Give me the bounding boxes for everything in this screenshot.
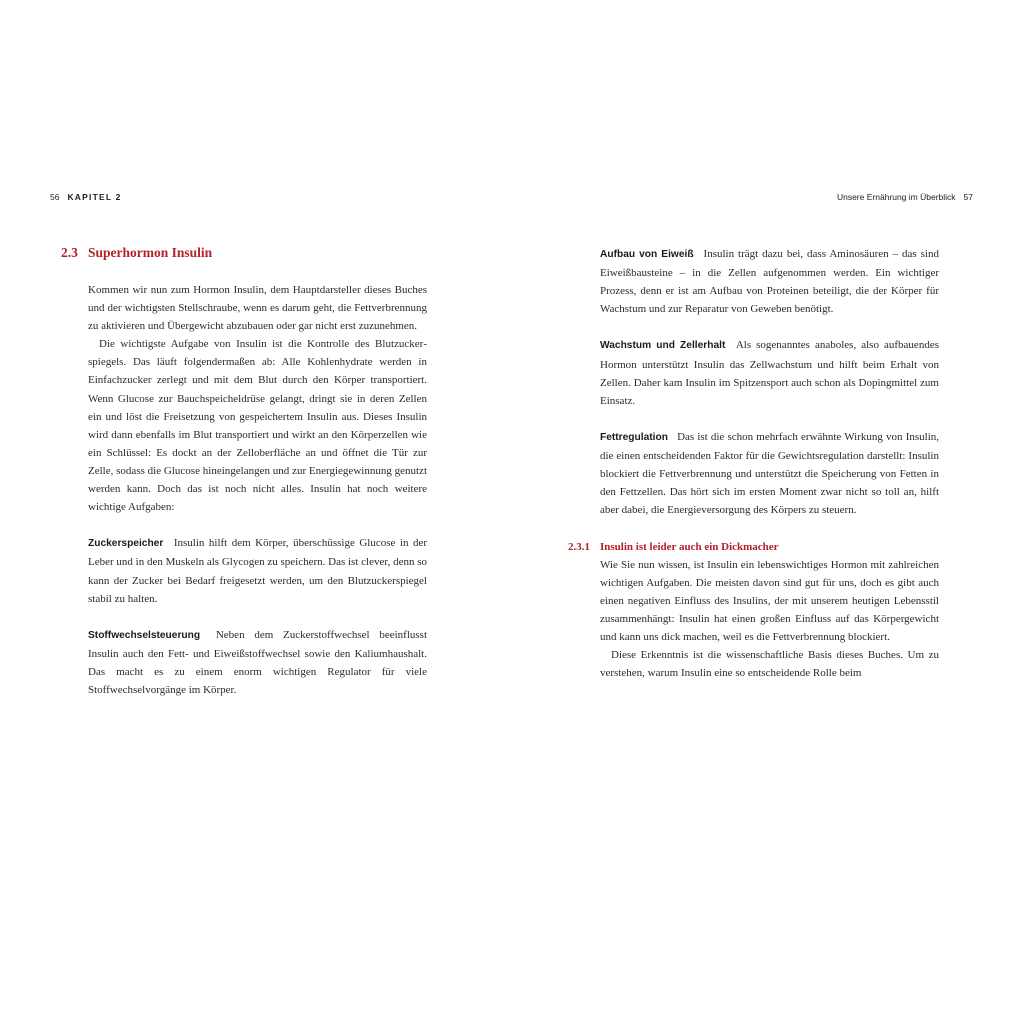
function-eiweiss bbox=[600, 245, 939, 318]
function-stoffwechselsteuerung bbox=[88, 626, 427, 699]
function-fettregulation bbox=[600, 428, 939, 519]
body-paragraph: Diese Erkenntnis ist die wissenschaftliche Basis dieses Buches. Um zu verstehen, warum Insulin eine so entscheidende Rolle beim bbox=[600, 649, 939, 680]
subsection-number: 2.3.1 bbox=[568, 540, 590, 553]
function-zuckerspeicher bbox=[88, 534, 427, 607]
run-in-heading: Fettregulation bbox=[600, 431, 668, 443]
body-paragraph: Die wichtigste Aufgabe von Insulin ist die Kontrolle des Blutzuckerspiegels. Das läuft folgendermaßen ab: Alle Kohlenhydrate werden in Einfachzucker zerlegt und mit dem Blut durch den Körper transportiert. Wenn Glucose zur Bauchspeicheldrüse gelangt, dringt sie in deren Zellen ein und löst die Freisetzung von gespeichertem Insulin aus. Dieses Insulin wird dann ebenfalls im Blut transportiert und wirkt an den Körperzellen wie ein Schlüssel: Es dockt an der Zelloberfläche an und öffnet die Tür zur Zelle, sodass die Glucose hineingelangen und zur Energiegewinnung genutzt werden kann. Doch das ist noch nicht alles. Insulin hat noch weitere wichtige Aufgaben: bbox=[88, 338, 427, 514]
right-page-body bbox=[568, 245, 939, 682]
run-in-text: Neben dem Zuckerstoffwechsel beeinflusst Insulin auch den Fett- und Eiweißstoffwechsel sowie den Kaliumhaushalt. Das macht es zu einem enorm wichtigen Regulator für viele Stoffwechselvorgänge im Körper. bbox=[88, 628, 427, 697]
function-wachstum bbox=[600, 336, 939, 409]
section-title: Superhormon Insulin bbox=[88, 245, 213, 260]
left-page-number: 56 bbox=[50, 192, 60, 202]
body-paragraph: Wie Sie nun wissen, ist Insulin ein lebenswichtiges Hormon mit zahlreichen wichtigen Aufgaben. Die meisten davon sind gut für uns, doch es gibt auch einen negativen Einfluss des Insulins, der mit unserem heutigen Lebensstil zusammenhängt: Insulin hat einen großen Einfluss auf das Körpergewicht und kann uns dick machen, weil es die Fettverbrennung blockiert. bbox=[600, 558, 939, 643]
section-heading bbox=[61, 245, 212, 261]
body-paragraph: Kommen wir nun zum Hormon Insulin, dem Hauptdarsteller dieses Buches und der wichtigsten Stellschraube, wenn es darum geht, die Fettverbrennung zu aktivieren und Übergewicht abzubauen oder gar nicht erst zuzunehmen. bbox=[88, 284, 427, 333]
left-running-head bbox=[50, 192, 122, 202]
right-page-number: 57 bbox=[963, 192, 973, 202]
subsection-heading bbox=[568, 538, 939, 556]
left-page-body bbox=[88, 281, 427, 699]
run-in-heading: Aufbau von Eiweiß bbox=[600, 249, 694, 260]
run-in-text: Insulin hilft dem Körper, überschüssige Glucose in der Leber und in den Muskeln als Glycogen zu speichern. Das ist clever, denn so kann der Zucker bei Bedarf freigesetzt werden, um den Blutzuckerspiegel stabil zu halten. bbox=[88, 537, 427, 605]
chapter-label: KAPITEL 2 bbox=[67, 192, 122, 202]
section-number: 2.3 bbox=[61, 245, 78, 260]
subsection-title: Insulin ist leider auch ein Dickmacher bbox=[600, 540, 779, 553]
right-running-head bbox=[837, 192, 973, 202]
run-in-heading: Stoffwechselsteuerung bbox=[88, 629, 201, 641]
run-in-heading: Zuckerspeicher bbox=[88, 538, 164, 550]
run-in-text: Insulin trägt dazu bei, dass Aminosäuren – das sind Eiweißbausteine – in die Zellen aufgenommen werden. Ein wichtiger Prozess, denn er ist am Aufbau von Proteinen beteiligt, die der Körper für Wachstum und zur Reparatur von Geweben benötigt. bbox=[600, 248, 939, 316]
running-title: Unsere Ernährung im Überblick bbox=[836, 192, 956, 202]
run-in-heading: Wachstum und Zellerhalt bbox=[600, 340, 726, 352]
run-in-text: Das ist die schon mehrfach erwähnte Wirkung von Insulin, die einen entscheidenden Faktor für die Gewichtsregulation darstellt: Insulin blockiert die Fettverbrennung und unterstützt die Speicherung von Fetten in den Fettzellen. Das hört sich im ersten Moment zwar nicht so toll an, hilft aber dabei, die Energieversorgung des Körpers zu steuern. bbox=[600, 430, 939, 517]
run-in-text: Als sogenanntes anaboles, also aufbauendes Hormon unterstützt Insulin das Zellwachstum und hilft beim Erhalt von Zellen. Daher kam Insulin im Spitzensport auch schon als Dopingmittel zum Einsatz. bbox=[600, 339, 939, 407]
